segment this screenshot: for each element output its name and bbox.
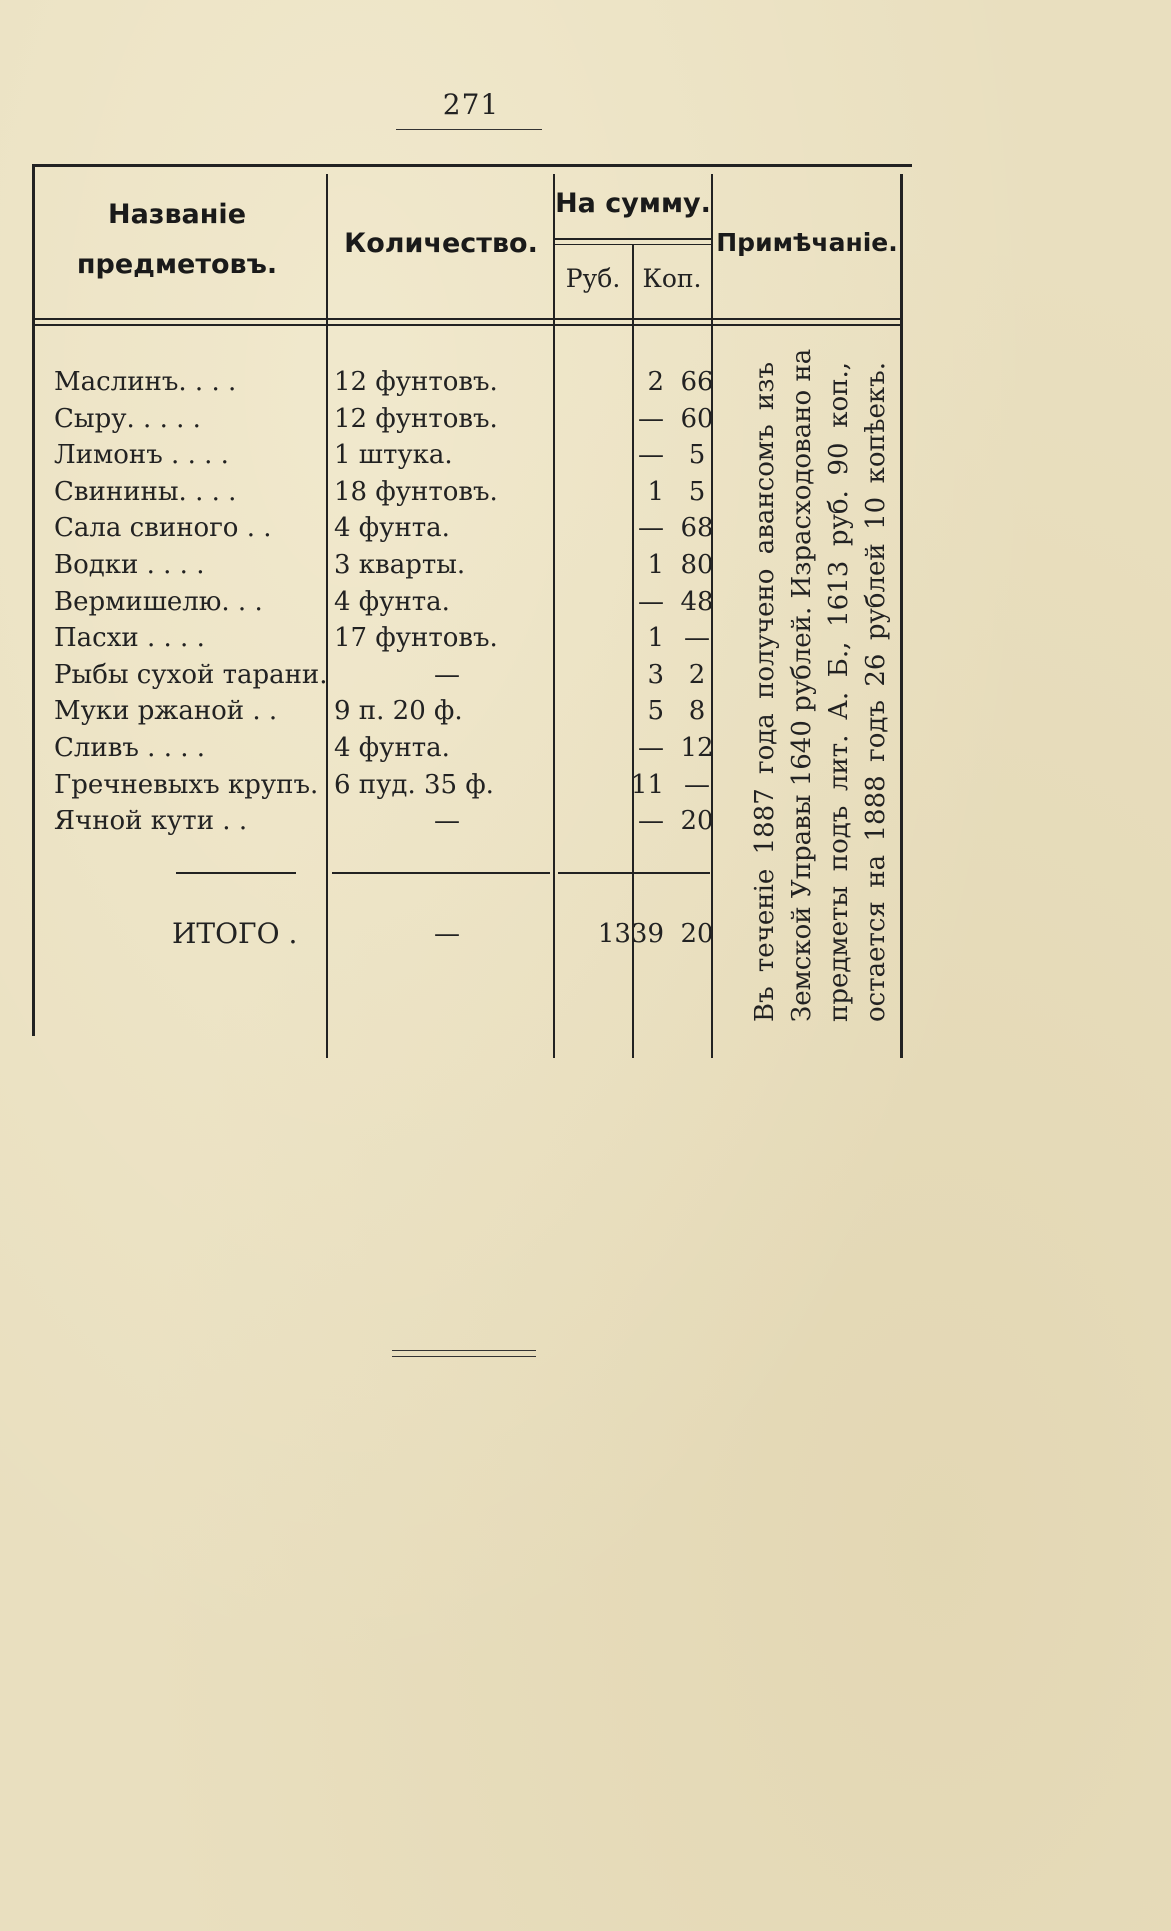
item-name: Сыру. . . . . xyxy=(54,403,201,434)
item-kop: 60 xyxy=(680,403,714,434)
item-kop: 5 xyxy=(688,476,706,507)
item-quantity: 3 кварты. xyxy=(334,550,466,580)
note-line: Земской Управы 1640 рублей. Израсходовано на xyxy=(787,348,817,1022)
item-quantity: — xyxy=(434,806,460,837)
total-rule-name xyxy=(176,872,296,874)
total-rule-sum xyxy=(558,872,710,874)
item-rub: 2 xyxy=(647,367,664,397)
item-quantity: 12 фунтовъ. xyxy=(334,367,498,397)
total-kop: 20 xyxy=(680,919,714,949)
item-rub: — xyxy=(638,806,664,837)
item-rub: — xyxy=(638,733,664,763)
total-rule-qty xyxy=(332,872,550,874)
item-name: Сливъ . . . . xyxy=(54,733,206,763)
item-quantity: 4 фунта. xyxy=(334,513,450,544)
item-rub: 1 xyxy=(647,623,664,654)
item-name: Рыбы сухой тарани. xyxy=(54,659,328,690)
item-kop: — xyxy=(684,769,710,800)
item-quantity: 17 фунтовъ. xyxy=(334,623,498,654)
note-text xyxy=(747,348,917,1022)
table-row xyxy=(32,803,722,839)
item-quantity: 4 фунта. xyxy=(334,586,450,617)
item-quantity: 18 фунтовъ. xyxy=(334,476,498,507)
item-kop: 48 xyxy=(680,586,714,617)
table-row xyxy=(32,547,722,583)
total-row xyxy=(32,916,722,952)
table-row xyxy=(32,364,722,400)
sum-subheader-rule-1 xyxy=(553,238,711,240)
header-name xyxy=(42,190,312,290)
item-kop: 8 xyxy=(688,696,706,727)
total-qty: — xyxy=(434,919,460,949)
item-name: Свинины. . . . xyxy=(54,476,237,507)
item-rub: 3 xyxy=(647,659,664,690)
item-rub: 5 xyxy=(647,696,664,727)
note-column xyxy=(747,348,917,1022)
item-kop: 12 xyxy=(680,733,714,763)
header-name-line2: предметовъ. xyxy=(76,249,278,280)
item-kop: 2 xyxy=(688,659,706,690)
table-row xyxy=(32,437,722,473)
table-row xyxy=(32,620,722,656)
item-rub: — xyxy=(638,513,664,544)
item-name: Маслинъ. . . . xyxy=(54,367,237,397)
item-quantity: 4 фунта. xyxy=(334,733,450,763)
item-rub: — xyxy=(638,403,664,434)
item-quantity: 12 фунтовъ. xyxy=(334,403,498,434)
item-name: Пасхи . . . . xyxy=(54,623,205,654)
item-kop: 5 xyxy=(688,440,706,471)
page-number-rule xyxy=(396,129,542,130)
header-note: Примѣчаніе. xyxy=(716,228,898,257)
item-quantity: 1 штука. xyxy=(334,440,453,471)
sum-subheader-rule-2 xyxy=(553,244,711,245)
item-quantity: 9 п. 20 ф. xyxy=(334,696,463,727)
item-kop: 68 xyxy=(680,513,714,544)
table-top-rule xyxy=(32,164,912,167)
item-rub: 1 xyxy=(647,550,664,580)
item-quantity: 6 пуд. 35 ф. xyxy=(334,769,494,800)
table-row xyxy=(32,730,722,766)
header-kop: Коп. xyxy=(642,264,702,293)
item-name: Лимонъ . . . . xyxy=(54,440,229,471)
end-rule-2 xyxy=(392,1356,536,1357)
table-row xyxy=(32,693,722,729)
table-row xyxy=(32,767,722,803)
item-name: Гречневыхъ крупъ. xyxy=(54,769,319,800)
header-divider-top xyxy=(32,318,900,320)
note-line: предметы подъ лит. А. Б., 1613 руб. 90 коп., xyxy=(824,362,854,1022)
item-kop: 20 xyxy=(680,806,714,837)
item-kop: — xyxy=(684,623,710,654)
item-rub: — xyxy=(638,440,664,471)
item-quantity: — xyxy=(434,659,460,690)
table-row xyxy=(32,657,722,693)
total-label: ИТОГО . xyxy=(172,917,298,950)
item-rub: 11 xyxy=(630,769,664,800)
item-name: Сала свиного . . xyxy=(54,513,272,544)
ledger-table xyxy=(32,164,912,1054)
item-name: Муки ржаной . . xyxy=(54,696,278,727)
header-divider-bottom xyxy=(32,324,900,326)
table-row xyxy=(32,401,722,437)
item-kop: 66 xyxy=(680,367,714,397)
note-line: Въ теченіе 1887 года получено авансомъ изъ xyxy=(750,362,780,1022)
note-line: остается на 1888 годъ 26 рублей 10 копѣекъ. xyxy=(861,362,891,1022)
page-number: 271 xyxy=(442,88,500,121)
item-rub: 1 xyxy=(647,476,664,507)
item-rub: — xyxy=(638,586,664,617)
table-row xyxy=(32,474,722,510)
item-name: Ячной кути . . xyxy=(54,806,248,837)
table-row xyxy=(32,584,722,620)
header-rub: Руб. xyxy=(565,264,621,293)
item-name: Водки . . . . xyxy=(54,550,205,580)
header-quantity: Количество. xyxy=(344,228,538,259)
header-sum: На сумму. xyxy=(555,188,711,219)
item-name: Вермишелю. . . xyxy=(54,586,263,617)
end-rule-1 xyxy=(392,1350,536,1351)
table-row xyxy=(32,510,722,546)
item-kop: 80 xyxy=(680,550,714,580)
total-rub: 1339 xyxy=(597,919,664,949)
header-name-line1: Названіе xyxy=(107,199,247,230)
